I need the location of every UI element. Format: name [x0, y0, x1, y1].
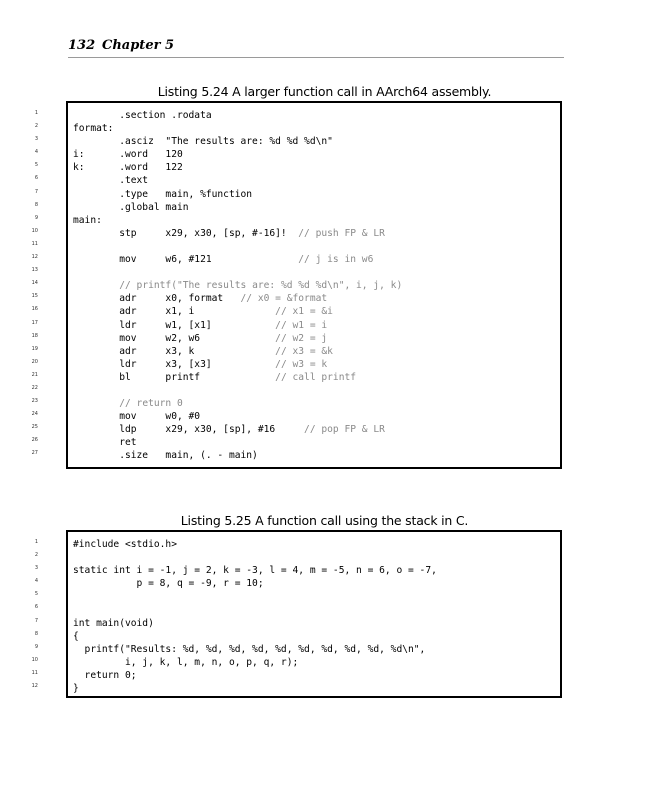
code-text: bl printf [73, 371, 276, 383]
line-number: 14 [31, 280, 38, 287]
code-text: ret [73, 437, 137, 449]
listing-5-24-line-numbers [22, 107, 38, 461]
line-number: 6 [34, 175, 38, 182]
code-text: i: .word 120 [73, 149, 183, 161]
code-line [73, 292, 402, 305]
code-line [73, 397, 402, 410]
code-text: format: [73, 123, 114, 135]
code-line [73, 227, 402, 240]
code-line [73, 643, 437, 656]
listing-5-25-box [66, 530, 562, 698]
code-text [73, 398, 119, 409]
code-line [73, 332, 402, 345]
code-line [73, 135, 402, 148]
code-text: stp x29, x30, [sp, #-16]! [73, 227, 299, 239]
line-number: 6 [34, 604, 38, 611]
code-text: .global main [73, 201, 189, 213]
code-text: printf("Results: %d, %d, %d, %d, %d, %d, %d, %d, %d, %d\n", [73, 643, 426, 655]
chapter-title: Chapter 5 [102, 38, 175, 53]
code-line [73, 410, 402, 423]
code-line [73, 253, 402, 266]
code-comment: // w2 = j [275, 332, 328, 344]
code-text: .section .rodata [73, 110, 212, 121]
line-number: 25 [31, 424, 38, 431]
listing-5-25-caption: Listing 5.25 A function call using the stack in C. [180, 513, 469, 528]
code-line [73, 617, 437, 630]
code-comment: // return 0 [119, 398, 183, 410]
page-number: 132 [68, 38, 96, 53]
code-text: p = 8, q = -9, r = 10; [73, 578, 264, 590]
running-head [68, 37, 564, 58]
code-comment: // w1 = i [275, 319, 328, 331]
code-text: int main(void) [73, 617, 154, 629]
line-number: 7 [34, 188, 38, 195]
line-number: 12 [31, 683, 38, 690]
line-number: 20 [31, 358, 38, 365]
code-line [73, 551, 437, 564]
code-line [73, 279, 402, 292]
code-comment: // x1 = &i [275, 306, 333, 318]
line-number: 8 [34, 630, 38, 637]
line-number: 12 [31, 254, 38, 261]
listing-5-25-code [73, 538, 437, 695]
line-number: 7 [34, 617, 38, 624]
line-number: 26 [31, 437, 38, 444]
code-line [73, 603, 437, 616]
code-line [73, 122, 402, 135]
code-comment: // x0 = &format [240, 293, 328, 305]
line-number: 23 [31, 398, 38, 405]
line-number: 9 [34, 643, 38, 650]
code-text: i, j, k, l, m, n, o, p, q, r); [73, 656, 299, 668]
line-number: 4 [34, 149, 38, 156]
code-text: #include <stdio.h> [73, 539, 177, 550]
code-text: return 0; [73, 669, 137, 681]
code-line [73, 319, 402, 332]
code-text: ldr x3, [x3] [73, 358, 276, 370]
code-text: { [73, 630, 79, 642]
code-text: mov w0, #0 [73, 411, 201, 423]
line-number: 16 [31, 306, 38, 313]
listing-5-24-caption: Listing 5.24 A larger function call in AArch64 assembly. [157, 84, 492, 99]
listing-5-24-code [73, 109, 402, 463]
code-text: .size main, (. - main) [73, 450, 258, 462]
code-line [73, 538, 437, 551]
code-line [73, 109, 402, 122]
code-text: main: [73, 214, 102, 226]
line-number: 4 [34, 578, 38, 585]
code-line [73, 201, 402, 214]
code-comment: // pop FP & LR [304, 424, 385, 436]
line-number: 10 [31, 227, 38, 234]
line-number: 19 [31, 345, 38, 352]
line-number: 5 [34, 591, 38, 598]
code-text: adr x3, k [73, 345, 276, 357]
line-number: 11 [31, 240, 38, 247]
code-line [73, 371, 402, 384]
line-number: 2 [34, 552, 38, 559]
code-text: .type main, %function [73, 188, 253, 200]
code-line [73, 266, 402, 279]
code-line [73, 161, 402, 174]
line-number: 3 [34, 565, 38, 572]
code-comment: // printf("The results are: %d %d %d\n", i, j, k) [119, 280, 403, 292]
code-text: ldp x29, x30, [sp], #16 [73, 424, 305, 436]
code-line [73, 188, 402, 201]
code-line [73, 630, 437, 643]
code-comment: // j is in w6 [298, 254, 374, 266]
line-number: 1 [34, 539, 38, 545]
code-line [73, 358, 402, 371]
line-number: 22 [31, 384, 38, 391]
code-line [73, 669, 437, 682]
line-number: 24 [31, 411, 38, 418]
code-comment: // call printf [275, 371, 357, 383]
code-line [73, 590, 437, 603]
code-text: } [73, 683, 79, 695]
line-number: 13 [31, 267, 38, 274]
code-comment: // x3 = &k [275, 345, 333, 357]
line-number: 8 [34, 201, 38, 208]
code-text [73, 280, 119, 291]
line-number: 15 [31, 293, 38, 300]
code-text: mov w2, w6 [73, 332, 276, 344]
line-number: 1 [34, 110, 38, 116]
code-line [73, 305, 402, 318]
code-line [73, 577, 437, 590]
code-line [73, 384, 402, 397]
code-line [73, 148, 402, 161]
line-number: 2 [34, 123, 38, 130]
line-number: 5 [34, 162, 38, 169]
line-number: 27 [31, 450, 38, 457]
line-number: 17 [31, 319, 38, 326]
code-line [73, 449, 402, 462]
code-text: ldr w1, [x1] [73, 319, 276, 331]
listing-5-24-box [66, 101, 562, 469]
code-line [73, 423, 402, 436]
code-comment: // push FP & LR [298, 227, 385, 239]
code-line [73, 345, 402, 358]
line-number: 18 [31, 332, 38, 339]
code-line [73, 436, 402, 449]
code-text: adr x1, i [73, 306, 276, 318]
line-number: 9 [34, 214, 38, 221]
listing-5-25-line-numbers [22, 536, 38, 693]
line-number: 10 [31, 656, 38, 663]
code-text: static int i = -1, j = 2, k = -3, l = 4, m = -5, n = 6, o = -7, [73, 565, 437, 577]
code-line [73, 174, 402, 187]
code-line [73, 240, 402, 253]
code-text: k: .word 122 [73, 162, 183, 174]
line-number: 11 [31, 669, 38, 676]
code-line [73, 564, 437, 577]
code-text: mov w6, #121 [73, 254, 299, 266]
line-number: 21 [31, 371, 38, 378]
code-text: .text [73, 175, 149, 187]
code-line [73, 656, 437, 669]
code-text: adr x0, format [73, 293, 241, 305]
code-line [73, 214, 402, 227]
line-number: 3 [34, 136, 38, 143]
code-line [73, 682, 437, 695]
code-text: .asciz "The results are: %d %d %d\n" [73, 136, 333, 148]
code-comment: // w3 = k [275, 358, 328, 370]
